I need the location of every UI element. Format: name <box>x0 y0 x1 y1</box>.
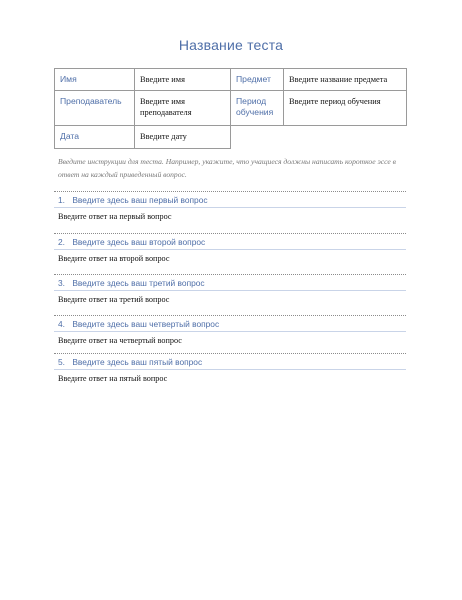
name-label: Имя <box>55 69 135 91</box>
question-block-4 <box>54 315 406 345</box>
name-field[interactable]: Введите имя <box>135 69 231 91</box>
question-block-5 <box>54 353 406 383</box>
question-text: Введите здесь ваш третий вопрос <box>72 278 205 288</box>
divider <box>54 353 406 354</box>
info-row-teacher <box>55 91 407 126</box>
question-number: 1. <box>58 195 65 205</box>
question-number: 5. <box>58 357 65 367</box>
answer-text[interactable]: Введите ответ на пятый вопрос <box>58 374 168 383</box>
date-label: Дата <box>55 126 135 149</box>
divider <box>54 290 406 291</box>
question-number: 4. <box>58 319 65 329</box>
question-heading[interactable] <box>54 237 406 247</box>
question-text: Введите здесь ваш четвертый вопрос <box>72 319 220 329</box>
answer-text[interactable]: Введите ответ на четвертый вопрос <box>58 336 182 345</box>
info-table <box>54 68 407 149</box>
question-text: Введите здесь ваш первый вопрос <box>72 195 208 205</box>
instructions-text[interactable]: Введите инструкции для теста. Например, укажите, что учащиеся должны написать короткое эссе в ответ на каждый приведенный вопрос. <box>58 157 396 179</box>
teacher-field[interactable]: Введите имя преподавателя <box>135 91 231 126</box>
question-number: 2. <box>58 237 65 247</box>
divider <box>54 274 406 275</box>
question-heading[interactable] <box>54 195 406 205</box>
divider <box>54 369 406 370</box>
teacher-label: Преподаватель <box>55 91 135 126</box>
answer-text[interactable]: Введите ответ на первый вопрос <box>58 212 172 221</box>
date-field[interactable]: Введите дату <box>135 126 231 149</box>
question-text: Введите здесь ваш пятый вопрос <box>72 357 203 367</box>
question-heading[interactable] <box>54 319 406 329</box>
question-text: Введите здесь ваш второй вопрос <box>72 237 206 247</box>
divider <box>54 233 406 234</box>
question-heading[interactable] <box>54 278 406 288</box>
divider <box>54 331 406 332</box>
answer-text[interactable]: Введите ответ на второй вопрос <box>58 254 170 263</box>
divider <box>54 249 406 250</box>
test-title[interactable]: Название теста <box>178 37 284 53</box>
question-block-1 <box>54 191 406 221</box>
question-heading[interactable] <box>54 357 406 367</box>
divider <box>54 315 406 316</box>
empty-cell <box>284 126 407 149</box>
info-row-name <box>55 69 407 91</box>
empty-cell <box>231 126 284 149</box>
period-label: Период обучения <box>231 91 284 126</box>
period-field[interactable]: Введите период обучения <box>284 91 407 126</box>
subject-field[interactable]: Введите название предмета <box>284 69 407 91</box>
info-row-date <box>55 126 407 149</box>
question-number: 3. <box>58 278 65 288</box>
divider <box>54 191 406 192</box>
subject-label: Предмет <box>231 69 284 91</box>
question-block-3 <box>54 274 406 304</box>
divider <box>54 207 406 208</box>
question-block-2 <box>54 233 406 263</box>
answer-text[interactable]: Введите ответ на третий вопрос <box>58 295 170 304</box>
